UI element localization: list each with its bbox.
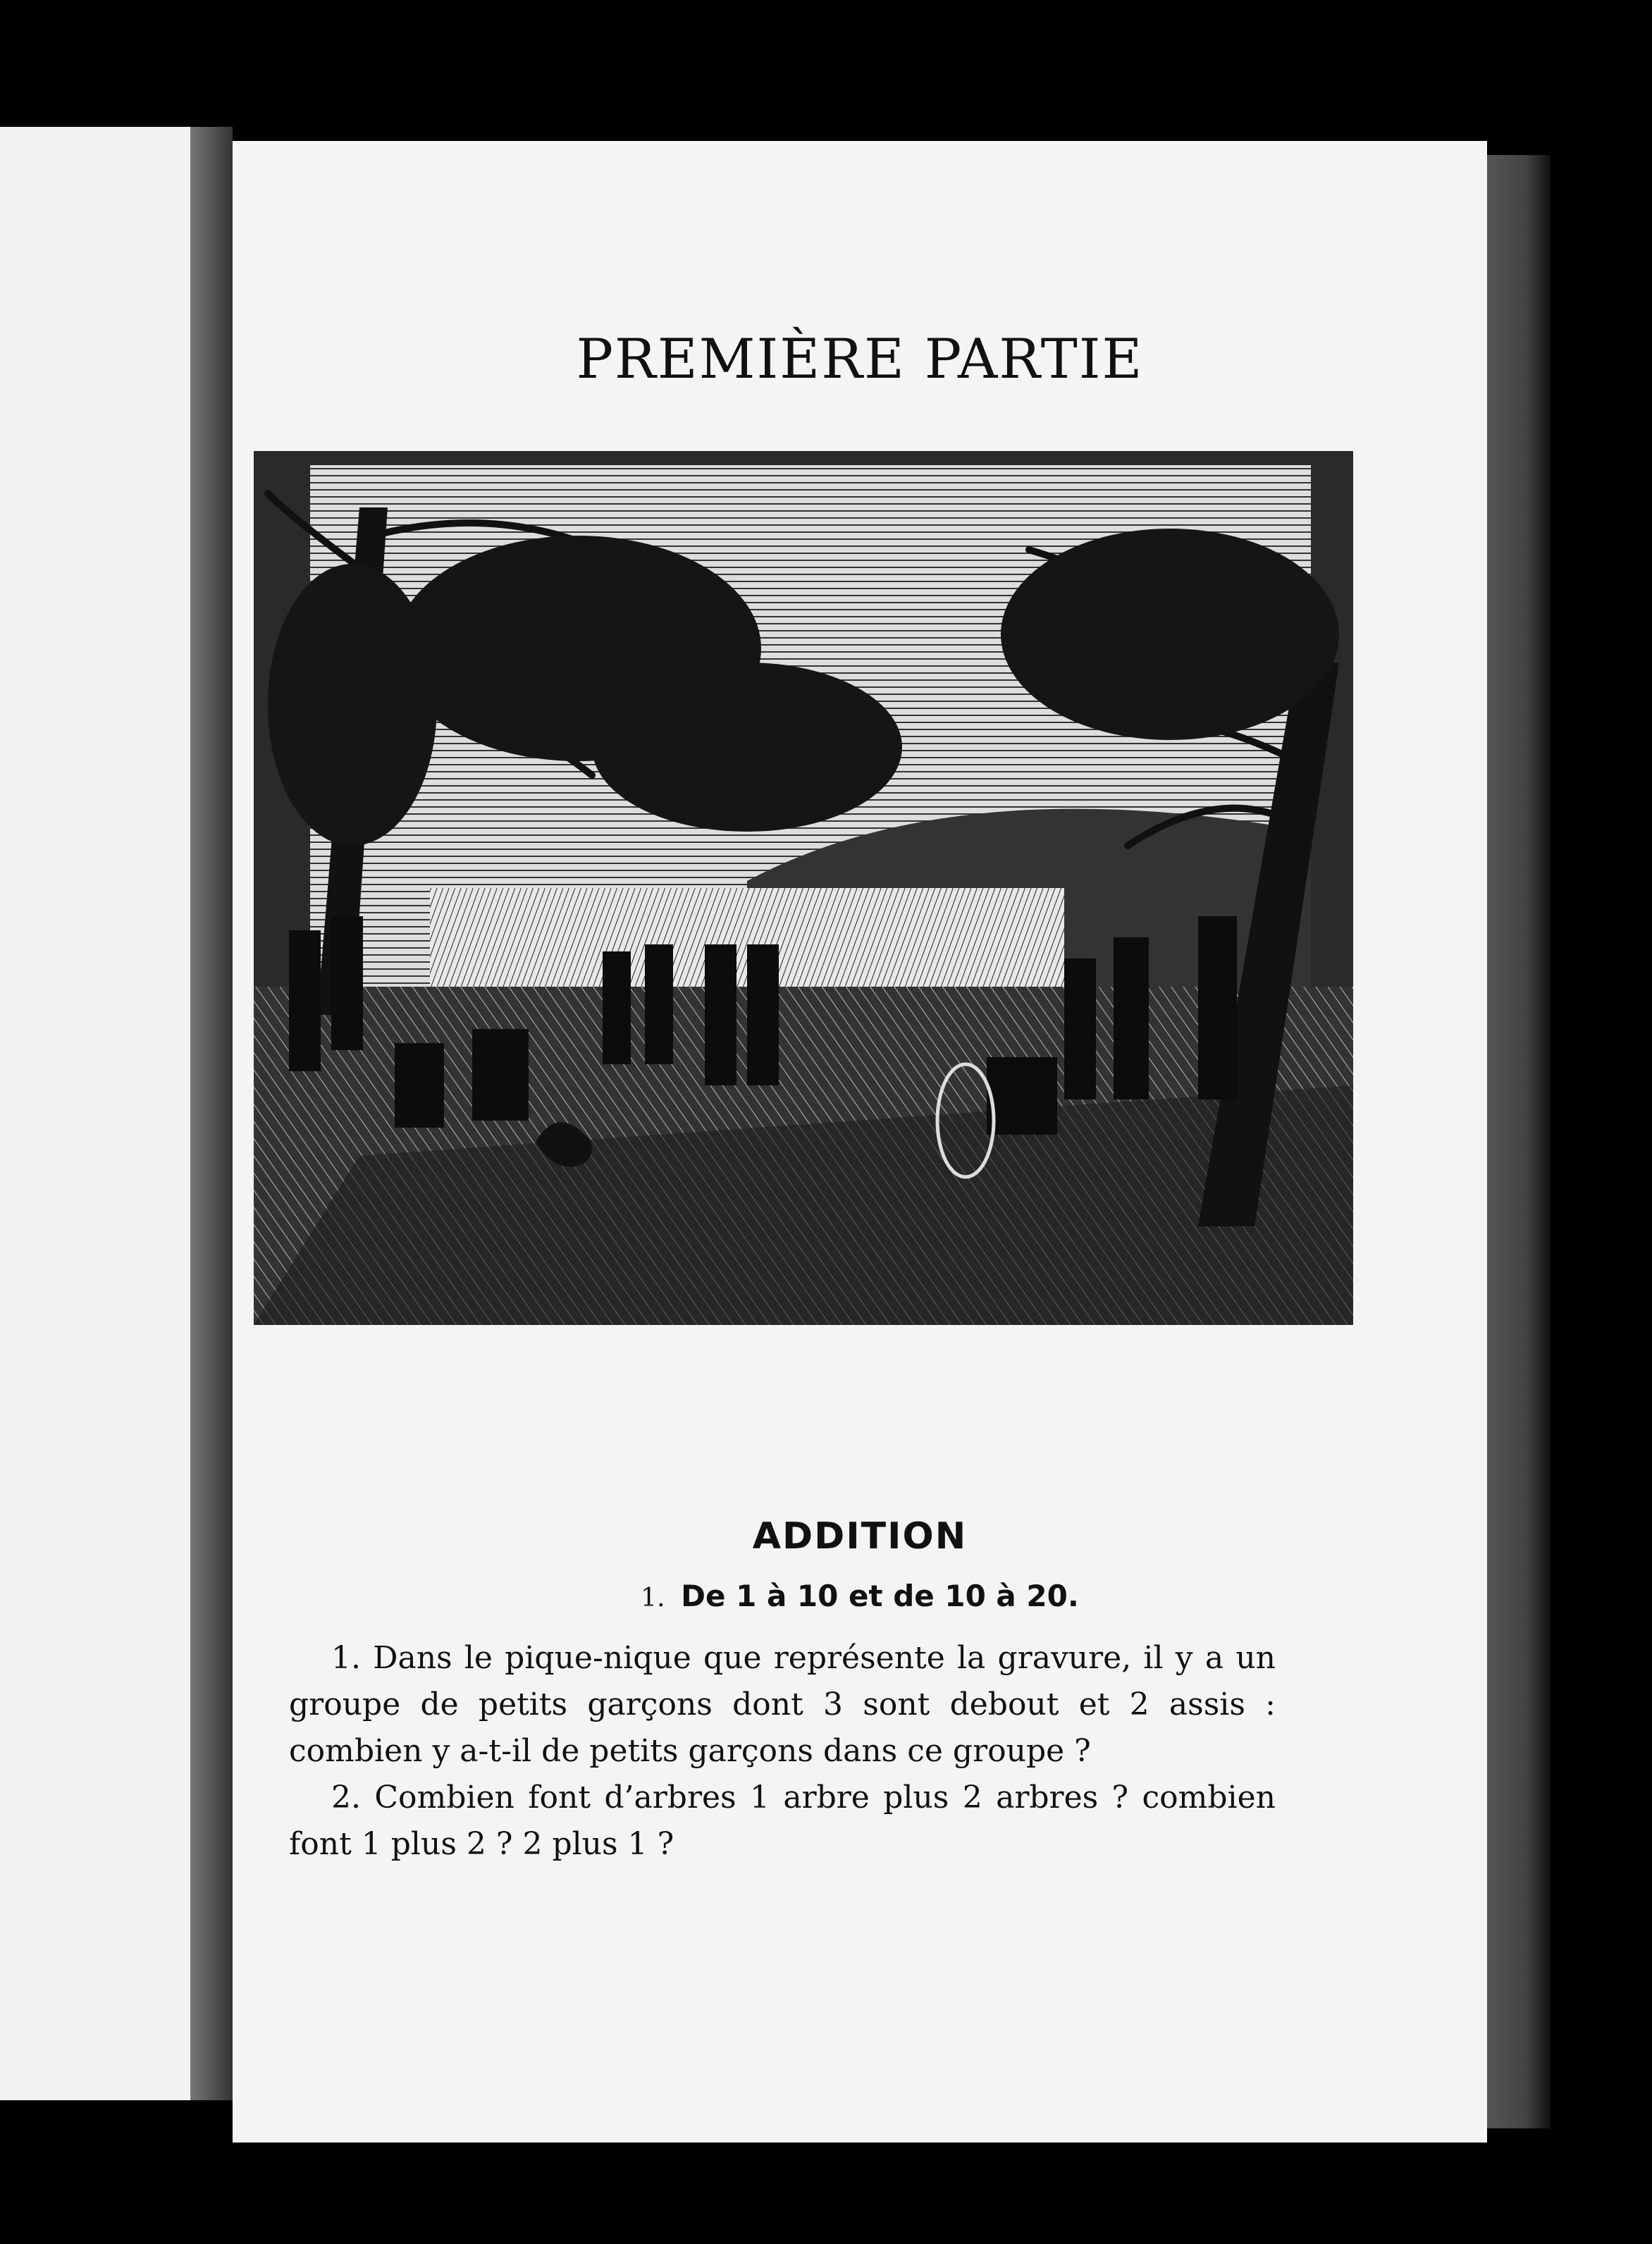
book-page [233, 141, 1487, 2143]
section-subtitle [233, 1579, 1487, 1613]
subtitle-number: 1. [641, 1584, 665, 1613]
left-page-margin [0, 127, 204, 2100]
problem-list [289, 1635, 1276, 1868]
page-edge-shadow [1487, 155, 1551, 2128]
section-title: ADDITION [752, 1515, 968, 1558]
subtitle-text: De 1 à 10 et de 10 à 20. [681, 1579, 1079, 1613]
problem-paragraph: 2. Combien font d’arbres 1 arbre plus 2 arbres ? combien font 1 plus 2 ? 2 plus 1 ? [289, 1780, 1276, 1862]
engraving-illustration [254, 451, 1353, 1325]
book-spine-shadow [190, 127, 233, 2100]
part-title: PREMIÈRE PARTIE [576, 328, 1144, 391]
problem-paragraph: 1. Dans le pique-nique que représente la gravure, il y a un groupe de petits garçons dont 3 sont debout et 2 assis : combien y a-t-il de petits garçons dans ce groupe ? [289, 1640, 1276, 1769]
